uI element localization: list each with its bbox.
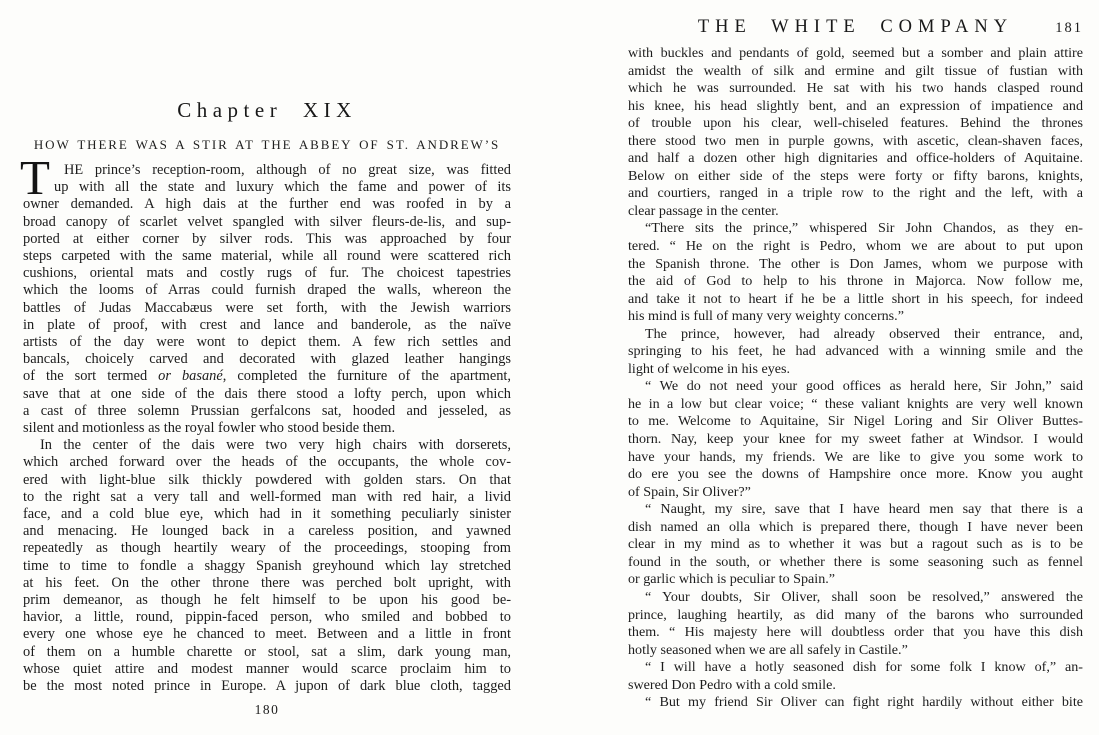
text-line: ported at either corner by silver rods. This was approached by four — [23, 230, 511, 247]
paragraph — [20, 150, 512, 437]
text-line: at his feet. On the other throne there was perched bolt upright, with — [23, 574, 511, 591]
page-body — [628, 45, 1083, 712]
text-line: swered Don Pedro with a cold smile. — [628, 676, 836, 693]
text-line: which the looms of Arras could furnish draped the walls, whereon the — [23, 282, 511, 299]
text-line: battles of Judas Maccabæus were set forth, with the Jewish warriors — [23, 299, 511, 316]
text-line: of them on a humble charette or stool, sat a slim, dark young man, — [23, 643, 511, 660]
text-line: there stood two men in purple gowns, with ascetic, clean-shaven faces, — [628, 132, 1083, 149]
paragraph — [628, 326, 1083, 379]
text-line: or garlic which is peculiar to Spain.” — [628, 571, 836, 588]
text-line: clear passage in the center. — [628, 202, 779, 219]
paragraph — [628, 378, 1083, 501]
text-line: of the sort termed or basané, completed the furniture of the apartment, — [23, 368, 512, 385]
running-header: THE WHITE COMPANY — [697, 17, 1014, 37]
text-line: do ere you see the downs of Hampshire once more. Know you aught — [628, 466, 1083, 483]
text-line: Below on either side of the steps were forty or fifty barons, knights, — [628, 167, 1083, 184]
chapter-heading: Chapter XIX — [177, 98, 357, 122]
text-line: which he was surrounded. He sat with his two hands clasped round — [628, 80, 1083, 97]
text-line: them. “ His majesty here will doubtless order that you have this dish — [628, 624, 1083, 641]
paragraph — [628, 45, 1083, 220]
paragraph — [23, 437, 511, 695]
right-page — [628, 0, 1083, 735]
text-line: and menacing. He lounged back in a careless position, and yawned — [23, 523, 511, 540]
text-line: up with all the state and luxury which the fame and power of its — [54, 179, 511, 196]
text-line: springing to his feet, he had advanced with a winning smile and the — [628, 343, 1083, 360]
text-line: the aid of God to help to his throne in Majorca. Now follow me, — [628, 273, 1083, 290]
page-number: 180 — [254, 702, 280, 717]
text-line: of Spain, Sir Oliver?” — [628, 483, 751, 500]
text-line: HE prince’s reception-room, although of no great size, was fitted — [64, 162, 511, 178]
text-line: “ Naught, my sire, save that I have heard men say that there is a — [645, 501, 1083, 518]
text-line: hotly seasoned when we are all safely in Castile.” — [628, 641, 908, 658]
paragraph — [628, 501, 1083, 589]
text-line: which arched forward over the heads of the occupants, the whole cov- — [23, 454, 511, 471]
text-line: the Spanish throne. The other is Don James, whom we purpose with — [628, 255, 1083, 272]
text-line: and courtiers, ranged in a triple row to the right and the left, with a — [628, 185, 1083, 202]
text-line: he in a low but clear voice; “ these valiant knights are very well known — [628, 395, 1083, 412]
text-line: The prince, however, had already observed their entrance, and, — [645, 325, 1083, 342]
text-line: cushions, oriental mats and costly rugs of fur. The choicest tapestries — [23, 265, 511, 282]
chapter-subtitle: HOW THERE WAS A STIR AT THE ABBEY OF ST. ANDREW’S — [33, 137, 501, 152]
page-number: 181 — [1055, 20, 1083, 36]
text-line: dish named an olla which is prepared there, though I have never been — [628, 518, 1083, 535]
text-line: artists of the day were wont to depict them. A few rich settles and — [23, 334, 511, 351]
text-line: be the most noted prince in Europe. A jupon of dark blue cloth, tagged — [23, 678, 511, 695]
text-line: his mind is full of many very weighty concerns.” — [628, 308, 904, 325]
text-line: thorn. Nay, keep your knee for my sweet father at Windsor. I would — [628, 431, 1083, 448]
text-line: havior, a little, round, pippin-faced person, who smiled and bobbed to — [23, 609, 511, 626]
text-line: “ But my friend Sir Oliver can fight right hardily without either bite — [645, 694, 1083, 711]
text-line: in plate of proof, with crest and lance and banderole, as the naïve — [23, 316, 511, 333]
text-line: bancals, choicely carved and decorated with glazed leather hangings — [23, 351, 511, 368]
text-line: steps carpeted with the same material, while all round were scattered rich — [23, 248, 511, 265]
text-line: to the right sat a very tall and well-formed man with red hair, a livid — [23, 488, 511, 505]
text-line: a cast of three solemn Prussian gerfalcons sat, hooded and jesseled, as — [23, 402, 511, 419]
text-line: and half a dozen other high dignitaries and office-holders of Aquitaine. — [628, 150, 1083, 167]
text-line: clear in my mind as to whether it was but a ragout such as is to be — [628, 536, 1083, 553]
text-line: prince, laughing heartily, as did many of the barons who surrounded — [628, 606, 1083, 623]
left-page — [20, 0, 512, 735]
text-line: “ We do not need your good offices as herald here, Sir John,” said — [645, 378, 1083, 395]
text-line: ered with light-blue silk thickly powdered with golden stars. On that — [23, 471, 511, 488]
text-line: found in the south, or whether there is some seasoning such as fennel — [628, 553, 1083, 570]
text-line: and take it not to heart if he be a little short in his speech, for indeed — [628, 290, 1083, 307]
text-line: repeatedly as though heartily weary of the proceedings, stooping from — [23, 540, 511, 557]
text-line: tered. “ He on the right is Pedro, whom we are about to put upon — [628, 238, 1083, 255]
drop-cap: T — [20, 150, 50, 205]
text-line: time to time to fondle a shaggy Spanish greyhound which lay stretched — [23, 557, 511, 574]
text-line: to me. Welcome to Aquitaine, Sir Nigel Loring and Sir Oliver Buttes- — [628, 413, 1083, 430]
text-line: “ Your doubts, Sir Oliver, shall soon be resolved,” answered the — [645, 588, 1083, 605]
text-line: face, and a cold blue eye, which had in it something peculiarly sinister — [23, 506, 511, 523]
text-line: “There sits the prince,” whispered Sir John Chandos, as they en- — [645, 220, 1083, 237]
paragraph — [628, 589, 1083, 659]
text-line: whose quiet attire and modest manner would scarce proclaim him to — [23, 660, 511, 677]
text-line: broad canopy of scarlet velvet spangled with silver fleurs-de-lis, and sup- — [23, 213, 511, 230]
text-line: save that at one side of the dais there stood a lofty perch, upon which — [23, 385, 511, 402]
paragraph — [628, 220, 1083, 325]
text-line: with buckles and pendants of gold, seemed but a somber and plain attire — [628, 45, 1083, 61]
text-line: have your hands, my friends. We are like to give you some work to — [628, 448, 1083, 465]
text-line: every one whose eye he chanced to meet. Between and a little in front — [23, 626, 511, 643]
text-line: prim demeanor, as though he felt himself to be upon his good be- — [23, 592, 511, 609]
text-line: owner demanded. A high dais at the further end was roofed in by a — [23, 196, 511, 213]
text-line: light of welcome in his eyes. — [628, 360, 791, 377]
text-line: of trouble upon his clear, well-chiseled features. Behind the thrones — [628, 115, 1083, 132]
text-line: amidst the wealth of silk and ermine and gilt tissue of fustian with — [628, 62, 1083, 79]
paragraph — [628, 694, 1083, 712]
paragraph — [628, 659, 1083, 694]
text-line: “ I will have a hotly seasoned dish for some folk I know of,” an- — [645, 659, 1083, 676]
text-line: his knee, his head slightly bent, and an expression of impatience and — [628, 97, 1083, 114]
page-body — [20, 150, 512, 695]
text-line: In the center of the dais were two very high chairs with dorserets, — [40, 437, 511, 454]
text-line: silent and motionless as the royal fowler who stood beside them. — [23, 420, 396, 437]
